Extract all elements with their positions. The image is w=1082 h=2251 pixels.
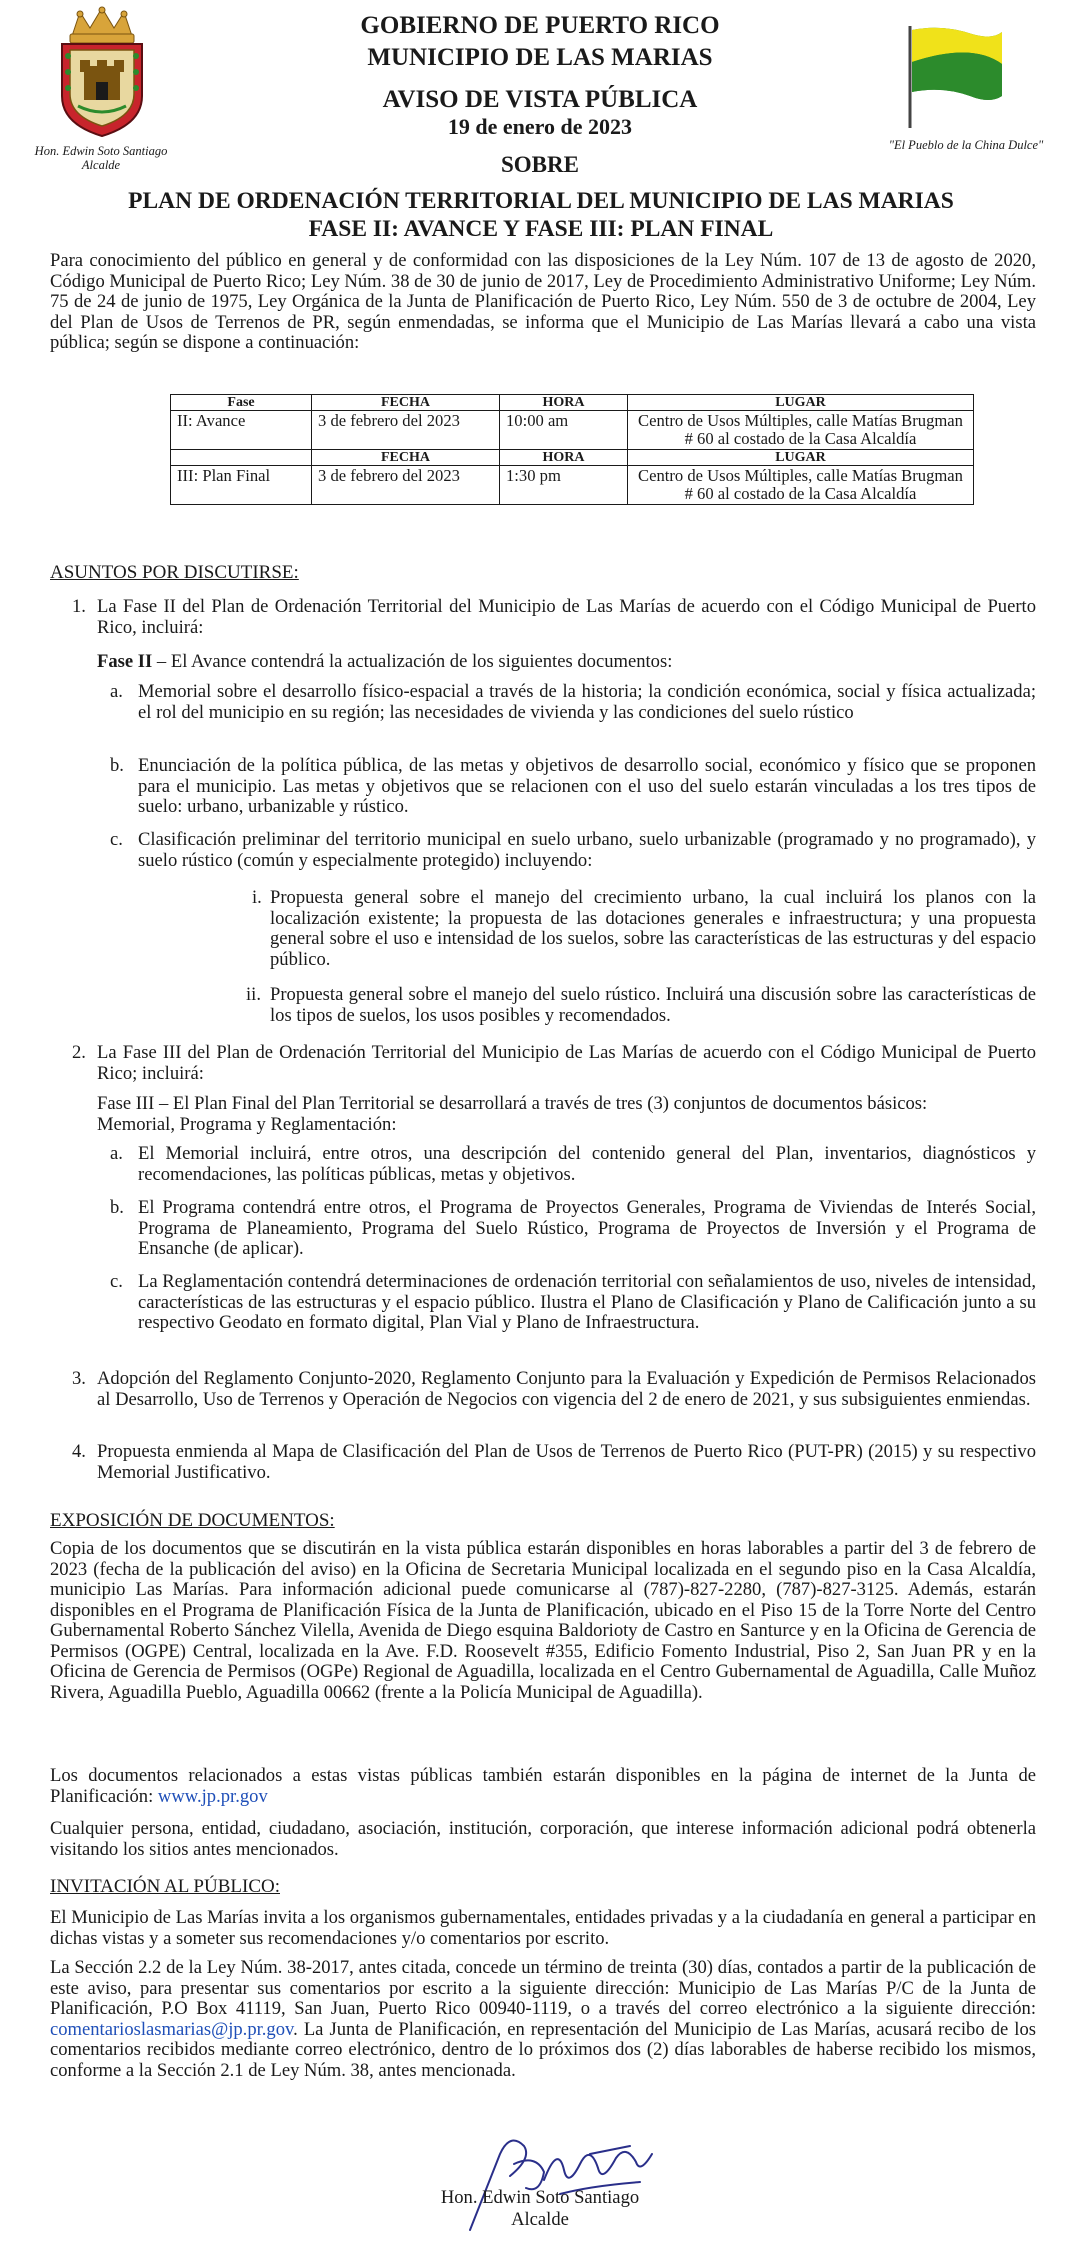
item3-number: 3. <box>72 1368 86 1389</box>
cell-fecha: 3 de febrero del 2023 <box>312 411 500 450</box>
intro-paragraph: Para conocimiento del público en general y de conformidad con las disposiciones de la Ley Núm. 107 de 13 de agosto de 2020, Código Municipal de Puerto Rico; Ley Núm. 38 de 30 de junio de 2017, Ley de Procedimiento Administrativo Uniforme; Ley Núm. 75 de 24 de junio de 1975, Ley Orgánica de la Junta de Planificación de Puerto Rico, Ley Núm. 550 de 3 de octubre de 2004, Ley del Plan de Usos de Terrenos de PR, según enmendadas, se informa que el Municipio de Las Marías llevará a cabo una vista pública; según se dispone a continuación: <box>50 250 1036 353</box>
invitacion-p2-after: . La Junta de Planificación, en representación del Municipio de Las Marías, acusará recibo de los comentarios recibidos mediante correo electrónico, dentro de lo próximos dos (2) días laborables de haberse recibido los mismos, conforme a la Sección 2.1 de Ley Núm. 38, antes mencionada. <box>50 2018 1036 2081</box>
item2-c-text: La Reglamentación contendrá determinaciones de ordenación territorial con señalamientos de uso, niveles de intensidad, características de las estructuras y el espacio público. Ilustra el Plano de Clasificación y Plano de Calificación junto a su respectivo Geodato en formato digital, Plan Vial y Plano de Infraestructura. <box>138 1271 1036 1333</box>
invitacion-heading: INVITACIÓN AL PÚBLICO: <box>50 1876 280 1897</box>
plan-subtitle: FASE II: AVANCE Y FASE III: PLAN FINAL <box>308 216 774 242</box>
item2-number: 2. <box>72 1042 86 1063</box>
exposicion-paragraph-3: Cualquier persona, entidad, ciudadano, asociación, institución, corporación, que interese información adicional podrá obtenerla visitando los sitios antes mencionados. <box>50 1818 1036 1860</box>
cell-lugar: Centro de Usos Múltiples, calle Matías Brugman # 60 al costado de la Casa Alcaldía <box>628 411 974 450</box>
cell-fase: III: Plan Final <box>171 466 312 505</box>
item1-cii-mark: ii. <box>246 984 261 1005</box>
item1-a-text: Memorial sobre el desarrollo físico-espacial a través de la historia; la condición económica, social y física actualizada; el rol del municipio en su región; las necesidades de vivienda y las condiciones del suelo rústico <box>138 681 1036 723</box>
item3-text: Adopción del Reglamento Conjunto-2020, Reglamento Conjunto para la Evaluación y Expedición de Permisos Relacionados al Desarrollo, Uso de Terrenos y Operación de Negocios con vigencia del 2 de enero de 2021, y sus subsiguientes enmiendas. <box>97 1368 1036 1410</box>
item1-number: 1. <box>72 596 86 617</box>
header-blank <box>171 450 312 466</box>
item1-cii-text: Propuesta general sobre el manejo del suelo rústico. Incluirá una discusión sobre las características de los tipos de suelos, los usos posibles y recomendados. <box>270 984 1036 1026</box>
header-lugar: LUGAR <box>628 450 974 466</box>
municipal-seal-icon <box>44 6 160 138</box>
cell-lugar: Centro de Usos Múltiples, calle Matías Brugman # 60 al costado de la Casa Alcaldía <box>628 466 974 505</box>
municipal-flag-icon <box>902 22 1008 130</box>
invitacion-p2-before: La Sección 2.2 de la Ley Núm. 38-2017, antes citada, concede un término de treinta (30) días, contados a partir de la publicación de este aviso, para presentar sus comentarios por escrito a la siguiente dirección: Municipio de Las Marías P/C de la Junta de Planificación, P.O Box 41119, San Juan, Puerto Rico 00940-1119, o a través del correo electrónico a la siguiente dirección: <box>50 1957 1036 2019</box>
item1-a-mark: a. <box>110 681 123 702</box>
item1-c-mark: c. <box>110 829 123 850</box>
fase2-lead-rest: – El Avance contendrá la actualización de los siguientes documentos: <box>152 651 673 672</box>
table-row <box>171 411 974 450</box>
seal-caption-title: Alcalde <box>81 158 121 172</box>
exposicion-paragraph-2 <box>50 1766 1036 1807</box>
fase2-lead-bold: Fase II <box>97 651 153 672</box>
item1-c-text: Clasificación preliminar del territorio municipal en suelo urbano, suelo urbanizable (programado y no programado), y suelo rústico (común y especialmente protegido) incluyendo: <box>138 829 1036 871</box>
item4-number: 4. <box>72 1441 86 1462</box>
comments-email-link[interactable]: comentarioslasmarias@jp.pr.gov <box>50 2018 294 2040</box>
notice-date: 19 de enero de 2023 <box>447 114 633 139</box>
item1-ci-text: Propuesta general sobre el manejo del crecimiento urbano, la cual incluirá los planos con la localización existente; la propuesta de las dotaciones generales e infraestructura; y una propuesta general sobre el uso e intensidad de los suelos, sobre las características de las estructuras y del espacio público. <box>270 887 1036 970</box>
item1-ci-mark: i. <box>252 887 262 908</box>
header-fecha: FECHA <box>312 395 500 411</box>
cell-fecha: 3 de febrero del 2023 <box>312 466 500 505</box>
plan-title: PLAN DE ORDENACIÓN TERRITORIAL DEL MUNICIPIO DE LAS MARIAS <box>128 188 954 214</box>
item1-text: La Fase II del Plan de Ordenación Territorial del Municipio de Las Marías de acuerdo con el Código Municipal de Puerto Rico, incluirá: <box>97 596 1036 638</box>
item2-text: La Fase III del Plan de Ordenación Territorial del Municipio de Las Marías de acuerdo con el Código Municipal de Puerto Rico; incluirá: <box>97 1042 1036 1084</box>
item1-b-mark: b. <box>110 755 124 776</box>
header-fase: Fase <box>171 395 312 411</box>
invitacion-paragraph-1: El Municipio de Las Marías invita a los organismos gubernamentales, entidades privadas y a la ciudadanía en general a participar en dichas vistas y a someter sus recomendaciones y/o comentarios por escrito. <box>50 1907 1036 1949</box>
exposicion-p2-text: Los documentos relacionados a estas vistas públicas también estarán disponibles en la página de internet de la Junta de Planificación: <box>50 1765 1036 1807</box>
item2-a-mark: a. <box>110 1143 123 1164</box>
exposicion-heading: EXPOSICIÓN DE DOCUMENTOS: <box>50 1510 335 1531</box>
header-fecha: FECHA <box>312 450 500 466</box>
item2-a-text: El Memorial incluirá, entre otros, una descripción del contenido general del Plan, inventarios, diagnósticos y recomendaciones, las políticas públicas, metas y objetivos. <box>138 1143 1036 1185</box>
jp-website-link[interactable]: www.jp.pr.gov <box>157 1785 268 1807</box>
header-hora: HORA <box>500 395 628 411</box>
municipality-title: MUNICIPIO DE LAS MARIAS <box>367 44 713 71</box>
cell-hora: 10:00 am <box>500 411 628 450</box>
mayor-title: Alcalde <box>511 2209 569 2230</box>
item4-text: Propuesta enmienda al Mapa de Clasificación del Plan de Usos de Terrenos de Puerto Rico (PUT-PR) (2015) y su respectivo Memorial Justificativo. <box>97 1441 1036 1483</box>
item2-b-mark: b. <box>110 1197 124 1218</box>
exposicion-paragraph-1: Copia de los documentos que se discutirán en la vista pública estarán disponibles en horas laborables a partir del 3 de febrero de 2023 (fecha de la publicación del aviso) en la Oficina de Secretaria Municipal localizada en el segundo piso en la Casa Alcaldía, municipio Las Marías. Para información adicional puede comunicarse al (787)-827-2280, (787)-827-3125. Además, estarán disponibles en el Programa de Planificación Física de la Junta de Planificación, ubicado en el Piso 15 de la Torre Norte del Centro Gubernamental Roberto Sánchez Vilella, Avenida de Diego esquina Baldorioty de Castro en Santurce y en la Oficina de Gerencia de Permisos (OGPE) Central, localizada en la Ave. F.D. Roosevelt #355, Edificio Fomento Industrial, Piso 2, San Juan PR y en la Oficina de Gerencia de Permisos (OGPe) Regional de Aguadilla, localizada en el Centro Gubernamental de Aguadilla, Calle Muñoz Rivera, Aguadilla Pueblo, Aguadilla 00662 (frente a la Policía Municipal de Aguadilla). <box>50 1538 1036 1703</box>
table-row <box>171 466 974 505</box>
item2-c-mark: c. <box>110 1271 123 1292</box>
asuntos-heading: ASUNTOS POR DISCUTIRSE: <box>50 562 299 583</box>
item2-b-text: El Programa contendrá entre otros, el Programa de Proyectos Generales, Programa de Viviendas de Interés Social, Programa de Planeamiento, Programa del Suelo Rústico, Programa de Proyectos de Inversión y el Programa de Ensanche (de aplicar). <box>138 1197 1036 1259</box>
fase2-lead <box>97 652 1036 673</box>
invitacion-paragraph-2 <box>50 1958 1036 2081</box>
fase3-lead: Fase III – El Plan Final del Plan Territorial se desarrollará a través de tres (3) conjuntos de documentos básicos: Memorial, Programa y Reglamentación: <box>97 1093 928 1135</box>
government-title: GOBIERNO DE PUERTO RICO <box>360 12 720 39</box>
item1-b-text: Enunciación de la política pública, de las metas y objetivos de desarrollo social, económico y físico que se proponen para el municipio. Las metas y objetivos que se relacionen con el uso del suelo estarán vinculadas a los tres tipos de suelo: urbano, urbanizable y rústico. <box>138 755 1036 817</box>
cell-fase: II: Avance <box>171 411 312 450</box>
header-hora: HORA <box>500 450 628 466</box>
table-header-row <box>171 395 974 411</box>
header-lugar: LUGAR <box>628 395 974 411</box>
cell-hora: 1:30 pm <box>500 466 628 505</box>
notice-title: AVISO DE VISTA PÚBLICA <box>382 86 698 113</box>
flag-caption: "El Pueblo de la China Dulce" <box>888 138 1044 152</box>
sobre-label: SOBRE <box>501 152 579 177</box>
seal-caption <box>26 144 176 172</box>
seal-caption-name: Hon. Edwin Soto Santiago <box>34 144 168 158</box>
table-header-row <box>171 450 974 466</box>
mayor-name: Hon. Edwin Soto Santiago <box>440 2187 640 2208</box>
schedule-table <box>170 394 974 505</box>
